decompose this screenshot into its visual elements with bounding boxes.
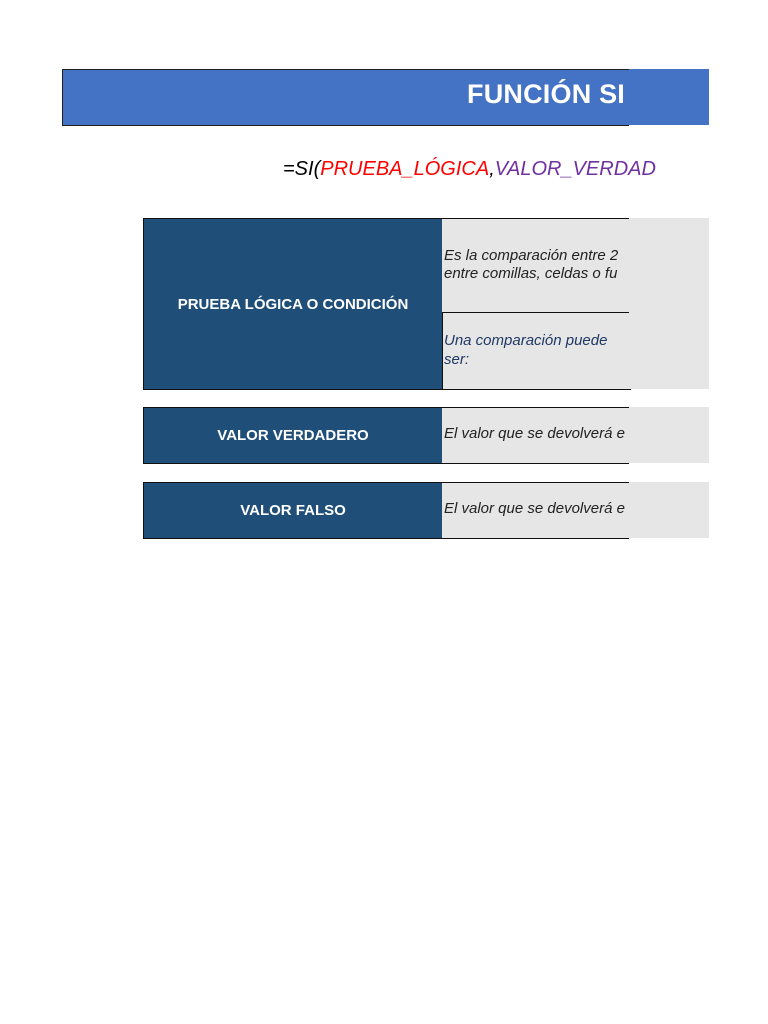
description-cell-true-value [442, 407, 629, 464]
title-banner-overflow [629, 69, 709, 125]
description-line: Es la comparación entre 2 [444, 247, 619, 264]
description-cell-false-value [442, 482, 629, 539]
comparison-note-text: Una comparación puede ser: [444, 332, 608, 368]
formula-syntax [283, 158, 656, 188]
page-title: FUNCIÓN SI [467, 79, 626, 109]
formula-prefix: =SI( [283, 158, 321, 180]
description-line: entre comillas, celdas o fu [444, 265, 618, 282]
label-text: VALOR FALSO [240, 502, 346, 519]
label-text: PRUEBA LÓGICA O CONDICIÓN [177, 295, 409, 313]
formula-arg-true-value: VALOR_VERDAD [494, 158, 656, 180]
title-banner [62, 69, 629, 126]
formula-separator: , [489, 158, 495, 180]
label-text: VALOR VERDADERO [217, 427, 369, 444]
description-cell-logical-test [442, 218, 629, 313]
description-text: El valor que se devolverá e [444, 425, 625, 442]
formula-arg-logical-test: PRUEBA_LÓGICA [320, 158, 490, 180]
description-overflow [629, 218, 709, 389]
description-overflow [629, 482, 709, 538]
comparison-note-cell [442, 312, 631, 390]
description-text: El valor que se devolverá e [444, 500, 625, 517]
label-cell-false-value [143, 482, 443, 539]
description-overflow [629, 407, 709, 463]
label-cell-logical-test [143, 218, 443, 390]
label-cell-true-value [143, 407, 443, 464]
